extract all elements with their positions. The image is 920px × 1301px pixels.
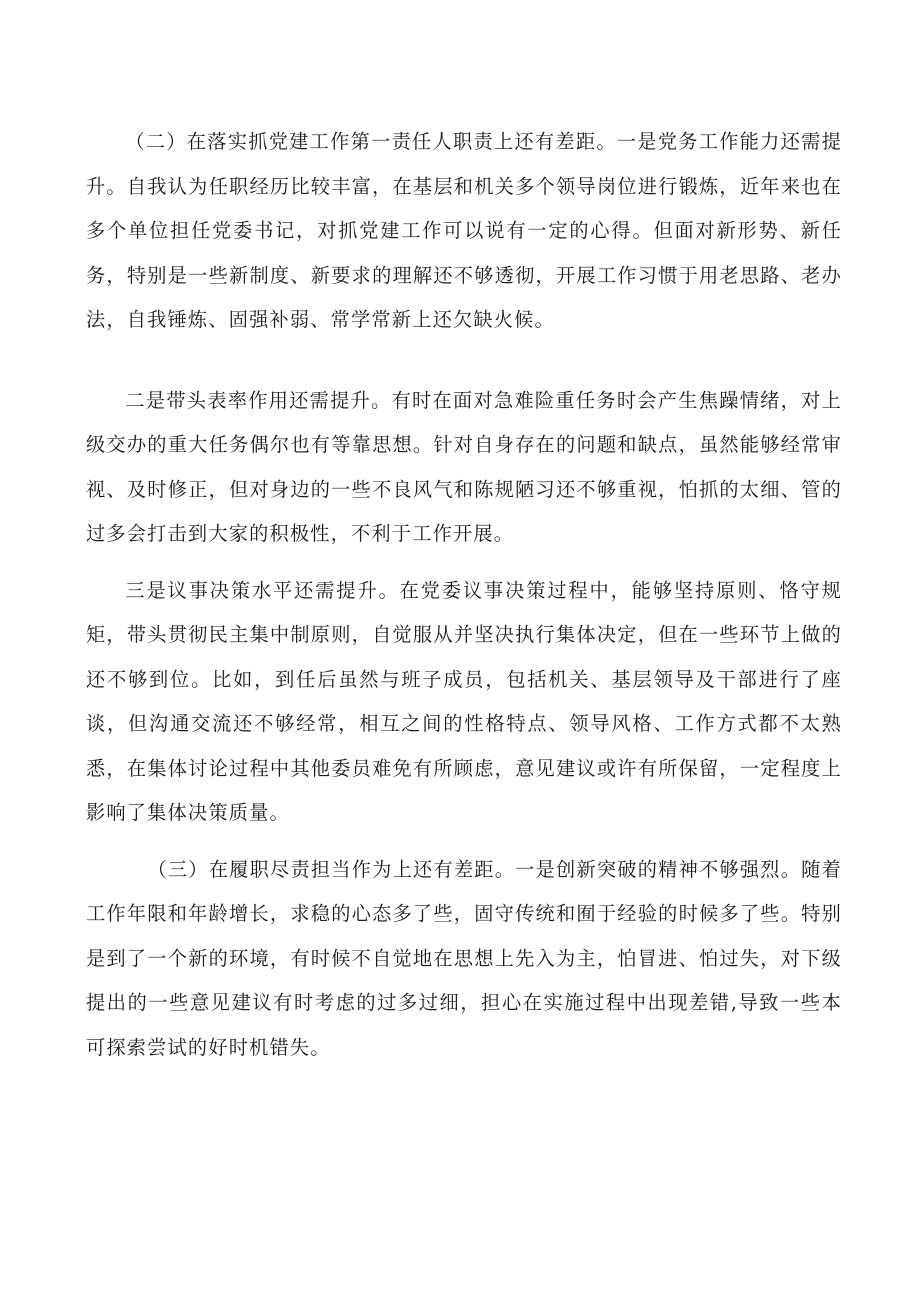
paragraph-exemplary-role: 二是带头表率作用还需提升。有时在面对急难险重任务时会产生焦躁情绪，对上级交办的重大任务偶尔也有等靠思想。针对自身存在的问题和缺点，虽然能够经常审视、及时修正，但对身边的一些不良风气和陈规陋习还不够重视，怕抓的太细、管的过多会打击到大家的积极性，不利于工作开展。 [86,388,842,545]
paragraph-decision-making: 三是议事决策水平还需提升。在党委议事决策过程中，能够坚持原则、恪守规矩，带头贯彻民主集中制原则，自觉服从并坚决执行集体决定，但在一些环节上做的还不够到位。比如，到任后虽然与班子成员，包括机关、基层领导及干部进行了座谈，但沟通交流还不够经常，相互之间的性格特点、领导风格、工作方式都不太熟悉，在集体讨论过程中其他委员难免有所顾虑，意见建议或许有所保留，一定程度上影响了集体决策质量。 [86,578,842,824]
document-body [86,120,842,1070]
paragraph-party-building-responsibility: （二）在落实抓党建工作第一责任人职责上还有差距。一是党务工作能力还需提升。自我认为任职经历比较丰富，在基层和机关多个领导岗位进行锻炼，近年来也在多个单位担任党委书记，对抓党建工作可以说有一定的心得。但面对新形势、新任务，特别是一些新制度、新要求的理解还不够透彻，开展工作习惯于用老思路、老办法，自我锤炼、固强补弱、常学常新上还欠缺火候。 [86,130,842,331]
paragraph-performing-duties: （三）在履职尽责担当作为上还有差距。一是创新突破的精神不够强烈。随着工作年限和年龄增长，求稳的心态多了些，固守传统和囿于经验的时候多了些。特别是到了一个新的环境，有时候不自觉地在思想上先入为主，怕冒进、怕过失，对下级提出的一些意见建议有时考虑的过多过细，担心在实施过程中出现差错,导致一些本可探索尝试的好时机错失。 [86,857,842,1059]
